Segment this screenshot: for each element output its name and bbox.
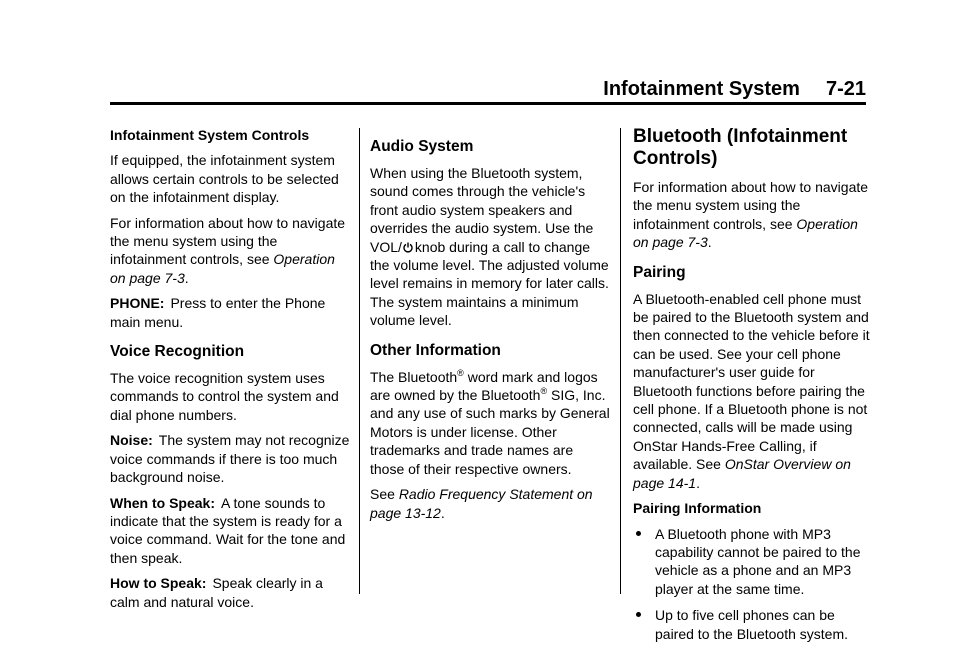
phone-paragraph xyxy=(110,294,350,331)
section-title: Infotainment System xyxy=(603,78,800,100)
radio-frequency-link[interactable]: Radio Frequency Statement on page 13-12 xyxy=(370,486,593,521)
registered-mark: ® xyxy=(457,367,464,378)
pairing-information-heading: Pairing Information xyxy=(633,500,762,517)
noise-paragraph xyxy=(110,431,350,486)
bullet-icon xyxy=(636,612,641,617)
noise-label: Noise: xyxy=(110,432,153,449)
audio-text: When using the Bluetooth system, sound comes through the vehicle's front audio system speakers and overrides the audio system. Use the VOL/ xyxy=(370,165,594,255)
voice-paragraph: The voice recognition system uses commands to control the system and dial phone numbers. xyxy=(110,370,339,423)
trademark-paragraph xyxy=(370,368,610,478)
info-text: For information about how to navigate the menu system using the infotainment controls, see xyxy=(110,214,346,268)
pairing-heading: Pairing xyxy=(633,263,686,281)
bt-info-text: For information about how to navigate the menu system using the infotainment controls, see xyxy=(633,179,869,232)
power-icon xyxy=(403,242,413,253)
column-divider xyxy=(359,128,360,594)
see-paragraph xyxy=(370,485,610,522)
registered-mark: ® xyxy=(540,386,548,397)
column-middle xyxy=(370,126,610,529)
voice-recognition-heading: Voice Recognition xyxy=(110,343,245,361)
if-equipped-paragraph: If equipped, the infotainment system allows certain controls to be selected on the infotainment display. xyxy=(110,152,339,206)
how-paragraph xyxy=(110,574,350,611)
page-number: 7-21 xyxy=(825,78,866,100)
pairing-suffix: . xyxy=(696,474,700,491)
operation-link[interactable]: Operation on page 7-3 xyxy=(633,215,858,251)
operation-link[interactable]: Operation on page 7-3 xyxy=(110,251,335,286)
phone-label: PHONE: xyxy=(110,295,165,312)
list-item xyxy=(633,606,873,643)
see-suffix: . xyxy=(440,504,445,521)
info-suffix: . xyxy=(184,269,189,286)
bt-info-paragraph xyxy=(633,178,873,252)
phone-text: Press to enter the Phone main menu. xyxy=(110,295,326,330)
page-header xyxy=(110,74,866,104)
trademark-text: word mark and logos are owned by the Bluetooth xyxy=(370,368,598,404)
audio-text-rest: knob during a call to change the volume level. The adjusted volume level remains in memory for later calls. The system maintains a minimum volume level. xyxy=(370,238,609,329)
list-item-text: A Bluetooth phone with MP3 capability cannot be paired to the vehicle as a phone and an MP3 player at the same time. xyxy=(655,525,861,597)
info-paragraph xyxy=(110,214,350,288)
list-item xyxy=(633,525,873,599)
how-label: How to Speak: xyxy=(110,575,207,592)
how-text: Speak clearly in a calm and natural voice. xyxy=(110,575,323,610)
pairing-bullet-list xyxy=(633,525,873,643)
bt-info-suffix: . xyxy=(707,234,712,251)
audio-system-heading: Audio System xyxy=(370,138,474,155)
other-information-heading: Other Information xyxy=(370,341,501,359)
list-item-text: Up to five cell phones can be paired to the Bluetooth system. xyxy=(655,607,848,642)
see-text: See xyxy=(370,486,399,503)
when-label: When to Speak: xyxy=(110,494,216,511)
pairing-paragraph xyxy=(633,290,873,492)
bluetooth-heading: Bluetooth (Infotainment Controls) xyxy=(633,126,848,169)
trademark-text: SIG, Inc. and any use of such marks by General Motors is under license. Other trademarks and trade names are those of their respective owners. xyxy=(370,387,610,477)
audio-paragraph xyxy=(370,164,610,330)
pairing-text: A Bluetooth-enabled cell phone must be paired to the Bluetooth system and then connected to the vehicle before it can be used. See your cell phone manufacturer's user guide for Bluetooth functions before pairing the cell phone. If a Bluetooth phone is not connected, calls will be made using OnStar Hands-Free Calling, if available. See xyxy=(633,290,870,473)
header-rule xyxy=(110,102,866,105)
bullet-icon xyxy=(636,531,641,536)
column-left xyxy=(110,126,350,618)
column-divider xyxy=(620,128,621,594)
trademark-text: The Bluetooth xyxy=(370,368,458,385)
when-text: A tone sounds to indicate that the system is ready for a voice command. Wait for the tone and then speak. xyxy=(110,494,346,566)
when-paragraph xyxy=(110,494,350,568)
noise-text: The system may not recognize voice commands if there is too much background noise. xyxy=(110,432,350,486)
onstar-link[interactable]: OnStar Overview on page 14-1 xyxy=(633,456,851,491)
column-right xyxy=(633,126,873,651)
controls-heading: Infotainment System Controls xyxy=(110,127,310,143)
